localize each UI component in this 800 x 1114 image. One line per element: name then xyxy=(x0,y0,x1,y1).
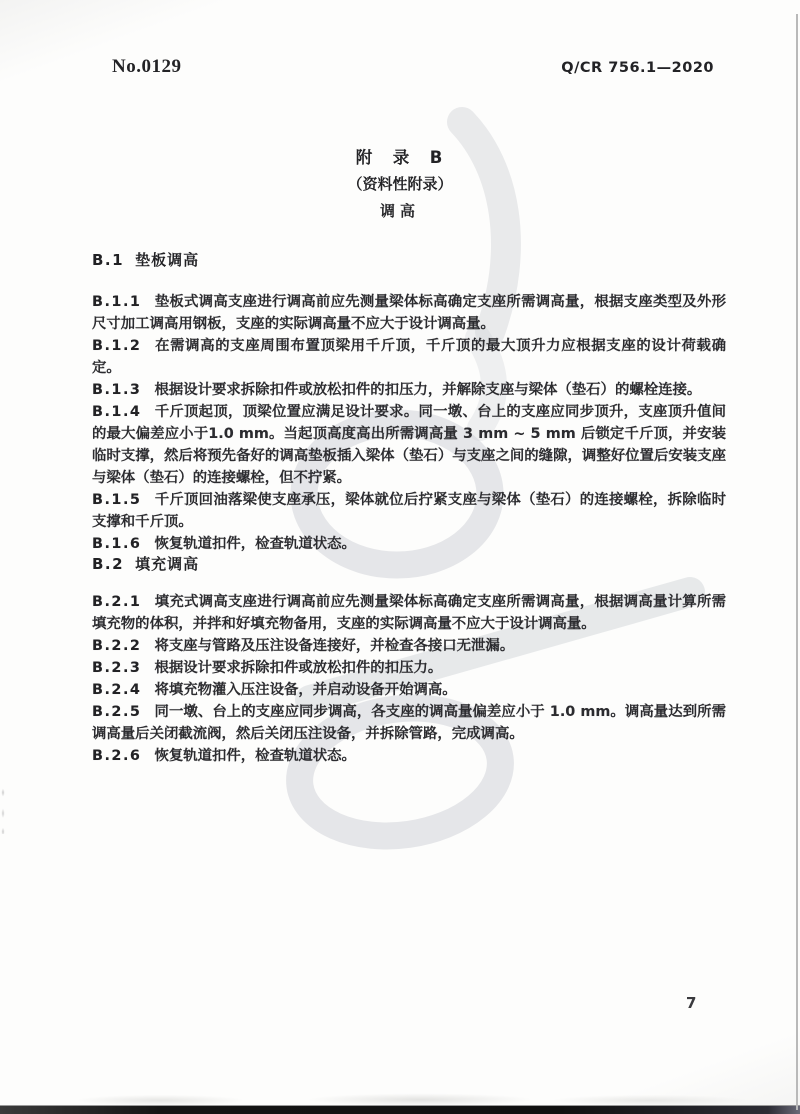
appendix-subject: 调高 xyxy=(379,202,420,220)
section-b2-clauses xyxy=(92,591,726,767)
clause-text: 根据设计要求拆除扣件或放松扣件的扣压力，并解除支座与梁体（垫石）的螺栓连接。 xyxy=(154,382,702,398)
clause-number: B.1.1 xyxy=(92,294,142,310)
page-number: 7 xyxy=(686,994,697,1012)
clause-number: B.1.4 xyxy=(92,404,142,420)
clause-number: B.2.5 xyxy=(92,704,142,720)
clause-number: B.2.1 xyxy=(92,594,142,610)
clause-number: B.2.6 xyxy=(92,748,142,764)
scan-bottom-edge xyxy=(0,1105,800,1114)
standard-code: Q/CR 756.1—2020 xyxy=(561,60,714,76)
clause-number: B.2.2 xyxy=(92,638,142,654)
clause-text: 千斤顶起顶，顶梁位置应满足设计要求。同一墩、台上的支座应同步顶升，支座顶升值间的最大偏差应小于1.0 mm。当起顶高度高出所需调高量 3 mm ~ 5 mm 后锁定千斤顶，并安装临时支撑，然后将预先备好的调高垫板插入梁体（垫石）与支座之间的缝隙，调整好位置后安装支座与梁体（垫石）的连接螺栓，但不拧紧。 xyxy=(92,404,726,486)
document-serial-number: No.0129 xyxy=(112,56,182,77)
clause-text: 恢复轨道扣件，检查轨道状态。 xyxy=(154,748,356,764)
appendix-type-label: （资料性附录） xyxy=(347,175,453,193)
scan-left-edge-marks xyxy=(1,788,5,834)
section-number: B.1 xyxy=(92,251,125,269)
clause-b1-6 xyxy=(92,533,726,555)
clause-text: 在需调高的支座周围布置顶梁用千斤顶，千斤顶的最大顶升力应根据支座的设计荷载确定。 xyxy=(92,338,726,376)
scan-right-edge xyxy=(796,14,798,1110)
section-title: 垫板调高 xyxy=(135,251,200,269)
clause-b1-1 xyxy=(92,291,726,335)
clause-b2-2 xyxy=(92,635,726,657)
appendix-title-block xyxy=(0,144,800,225)
scan-bottom-smudge xyxy=(0,1092,800,1106)
clause-b2-6 xyxy=(92,745,726,767)
clause-number: B.1.3 xyxy=(92,382,142,398)
clause-b2-1 xyxy=(92,591,726,635)
clause-text: 垫板式调高支座进行调高前应先测量梁体标高确定支座所需调高量，根据支座类型及外形尺寸加工调高用钢板，支座的实际调高量不应大于设计调高量。 xyxy=(92,294,726,332)
clause-b1-4 xyxy=(92,401,726,489)
clause-text: 将填充物灌入压注设备，并启动设备开始调高。 xyxy=(154,682,457,698)
clause-text: 填充式调高支座进行调高前应先测量梁体标高确定支座所需调高量，根据调高量计算所需填充物的体积，并拌和好填充物备用，支座的实际调高量不应大于设计调高量。 xyxy=(92,594,726,632)
appendix-title: 附 录 B xyxy=(355,148,445,167)
section-heading-b2 xyxy=(92,553,199,574)
clause-b2-4 xyxy=(92,679,726,701)
clause-text: 同一墩、台上的支座应同步调高，各支座的调高量偏差应小于 1.0 mm。调高量达到所需调高量后关闭截流阀，然后关闭压注设备，并拆除管路，完成调高。 xyxy=(92,704,726,742)
section-title: 填充调高 xyxy=(135,555,200,573)
clause-text: 根据设计要求拆除扣件或放松扣件的扣压力。 xyxy=(154,660,443,676)
clause-b2-5 xyxy=(92,701,726,745)
clause-b1-2 xyxy=(92,335,726,379)
clause-number: B.2.4 xyxy=(92,682,142,698)
clause-number: B.1.6 xyxy=(92,536,142,552)
clause-b2-3 xyxy=(92,657,726,679)
section-number: B.2 xyxy=(92,555,125,573)
clause-text: 将支座与管路及压注设备连接好，并检查各接口无泄漏。 xyxy=(154,638,515,654)
clause-text: 千斤顶回油落梁使支座承压，梁体就位后拧紧支座与梁体（垫石）的连接螺栓，拆除临时支撑和千斤顶。 xyxy=(92,492,726,530)
page-header xyxy=(112,56,714,78)
clause-b1-3 xyxy=(92,379,726,401)
section-b1-clauses xyxy=(92,291,726,555)
clause-number: B.1.2 xyxy=(92,338,142,354)
clause-text: 恢复轨道扣件，检查轨道状态。 xyxy=(154,536,356,552)
clause-number: B.2.3 xyxy=(92,660,142,676)
clause-number: B.1.5 xyxy=(92,492,142,508)
clause-b1-5 xyxy=(92,489,726,533)
section-heading-b1 xyxy=(92,249,199,270)
